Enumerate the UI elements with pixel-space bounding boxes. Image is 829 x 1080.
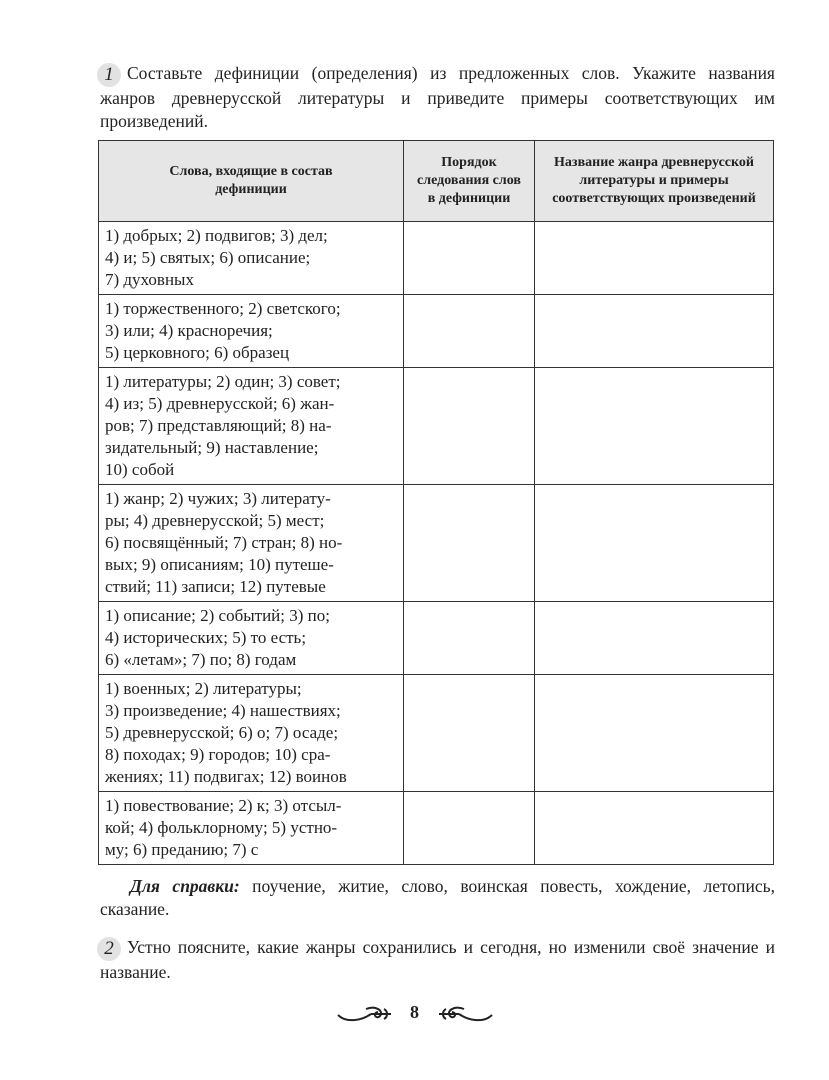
header-genre: Название жанра древнерусской литературы и примеры соответствующих произведений — [535, 140, 774, 221]
task-text: Составьте дефиниции (определения) из предложенных слов. Укажите названия жанров древнерусской литературы и приведите примеры соответствующих им произведений. — [100, 63, 775, 132]
table-row — [99, 791, 774, 864]
table-row — [99, 221, 774, 294]
page-number: 8 — [410, 1002, 419, 1023]
words-line: 3) произведение; 4) нашествиях; — [105, 700, 341, 720]
header-words: Слова, входящие в состав дефиниции — [99, 140, 404, 221]
order-answer-cell[interactable] — [404, 791, 535, 864]
words-line: 1) повествование; 2) к; 3) отсыл- — [105, 795, 342, 815]
left-ornament-icon — [336, 1003, 396, 1025]
task-number: 2 — [97, 937, 121, 961]
words-line: зидательный; 9) наставление; — [105, 437, 319, 457]
words-line: жениях; 11) подвигах; 12) воинов — [105, 766, 347, 786]
words-line: 7) духовных — [105, 269, 194, 289]
order-answer-cell[interactable] — [404, 294, 535, 367]
order-answer-cell[interactable] — [404, 601, 535, 674]
order-answer-cell[interactable] — [404, 221, 535, 294]
table-header-row — [99, 140, 774, 221]
words-line: ствий; 11) записи; 12) путевые — [105, 576, 326, 596]
genre-answer-cell[interactable] — [535, 367, 774, 484]
words-line: 1) описание; 2) событий; 3) по; — [105, 605, 330, 625]
words-cell — [99, 221, 404, 294]
words-line: му; 6) преданию; 7) с — [105, 839, 259, 859]
words-line: 3) или; 4) красноречия; — [105, 320, 273, 340]
words-line: 1) жанр; 2) чужих; 3) литерату- — [105, 488, 331, 508]
task-2 — [100, 936, 775, 984]
definitions-table — [98, 140, 774, 865]
words-line: 1) литературы; 2) один; 3) совет; — [105, 371, 341, 391]
words-cell — [99, 367, 404, 484]
genre-answer-cell[interactable] — [535, 221, 774, 294]
words-line: вых; 9) описаниям; 10) путеше- — [105, 554, 334, 574]
genre-answer-cell[interactable] — [535, 294, 774, 367]
header-order: Порядок следования слов в дефиниции — [404, 140, 535, 221]
words-cell — [99, 484, 404, 601]
words-line: 5) церковного; 6) образец — [105, 342, 290, 362]
task-1 — [100, 62, 775, 134]
words-line: 8) походах; 9) городов; 10) сра- — [105, 744, 331, 764]
table-row — [99, 674, 774, 791]
words-line: 1) торжественного; 2) светского; — [105, 298, 341, 318]
table-row — [99, 367, 774, 484]
words-line: ров; 7) представляющий; 8) на- — [105, 415, 332, 435]
words-line: 4) из; 5) древнерусской; 6) жан- — [105, 393, 335, 413]
words-cell — [99, 294, 404, 367]
words-line: 6) «летам»; 7) по; 8) годам — [105, 649, 297, 669]
order-answer-cell[interactable] — [404, 367, 535, 484]
genre-answer-cell[interactable] — [535, 674, 774, 791]
right-ornament-icon — [434, 1003, 494, 1025]
words-line: 4) и; 5) святых; 6) описание; — [105, 247, 311, 267]
words-line: 4) исторических; 5) то есть; — [105, 627, 307, 647]
words-cell — [99, 601, 404, 674]
order-answer-cell[interactable] — [404, 674, 535, 791]
table-row — [99, 484, 774, 601]
words-line: 6) посвящённый; 7) стран; 8) но- — [105, 532, 343, 552]
words-line: кой; 4) фольклорному; 5) устно- — [105, 817, 338, 837]
words-line: 1) добрых; 2) подвигов; 3) дел; — [105, 225, 328, 245]
reference-note — [100, 875, 775, 922]
words-cell — [99, 791, 404, 864]
task-text: Устно поясните, какие жанры сохранились и сегодня, но изменили своё значение и название. — [100, 936, 775, 982]
words-line: 1) военных; 2) литературы; — [105, 678, 302, 698]
order-answer-cell[interactable] — [404, 484, 535, 601]
genre-answer-cell[interactable] — [535, 601, 774, 674]
task-number: 1 — [97, 63, 121, 87]
table-row — [99, 294, 774, 367]
page-footer — [0, 1002, 829, 1045]
reference-label: Для справки: — [130, 875, 240, 896]
genre-answer-cell[interactable] — [535, 484, 774, 601]
words-line: 5) древнерусской; 6) о; 7) осаде; — [105, 722, 339, 742]
reference-text: поучение, житие, слово, воинская повесть, хождение, летопись, сказание. — [100, 875, 775, 920]
genre-answer-cell[interactable] — [535, 791, 774, 864]
words-line: ры; 4) древнерусской; 5) мест; — [105, 510, 325, 530]
words-cell — [99, 674, 404, 791]
table-row — [99, 601, 774, 674]
words-line: 10) собой — [105, 459, 175, 479]
